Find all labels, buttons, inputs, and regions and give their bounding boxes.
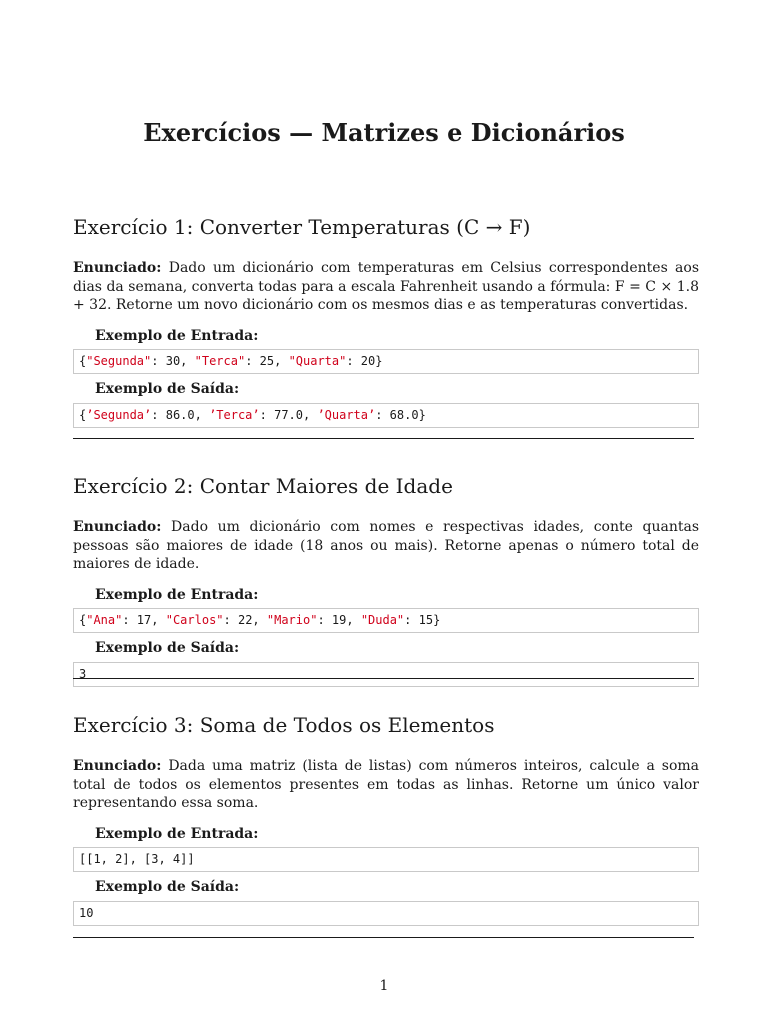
code-string-token: "Terca" [194, 353, 246, 368]
exercise-title: Exercício 2: Contar Maiores de Idade [73, 474, 453, 498]
output-code-box [73, 403, 699, 428]
section-divider [73, 937, 694, 938]
code-token: : 77.0, [259, 407, 318, 422]
code-token: : 68.0} [375, 407, 426, 422]
exercise-title: Exercício 1: Converter Temperaturas (C → F) [73, 215, 531, 239]
document-title: Exercícios — Matrizes e Dicionários [143, 118, 625, 147]
output-example-label: Exemplo de Saída: [95, 639, 240, 656]
code-string-token: "Mario" [266, 612, 318, 627]
exercise-statement [73, 518, 699, 574]
statement-text: Dado um dicionário com temperaturas em Celsius correspondentes aos dias da semana, converta todas para a escala Fahrenheit usando a fórmula: F = C × 1.8 + 32. Retorne um novo dicionário com os mesmos dias e as temperaturas convertidas. [73, 260, 700, 313]
code-string-token: ’Terca’ [209, 407, 260, 422]
code-token: [[1, 2], [3, 4]] [79, 851, 195, 866]
statement-text: Dado um dicionário com nomes e respectivas idades, conte quantas pessoas são maiores de idade (18 anos ou mais). Retorne apenas o número total de maiores de idade. [73, 519, 699, 572]
code-token: : 25, [245, 353, 289, 368]
code-token: 3 [79, 666, 87, 681]
input-example-label: Exemplo de Entrada: [95, 586, 259, 603]
output-code-box [73, 901, 699, 926]
code-token: : 86.0, [151, 407, 210, 422]
code-token: { [79, 612, 87, 627]
code-token: : 19, [317, 612, 361, 627]
output-code-box [73, 662, 699, 687]
exercise-2 [73, 472, 699, 687]
code-token: { [79, 353, 87, 368]
input-code-box [73, 608, 699, 633]
code-string-token: "Segunda" [86, 353, 152, 368]
statement-label: Enunciado: [73, 519, 162, 535]
code-token: { [79, 407, 87, 422]
exercise-statement [73, 259, 699, 315]
input-example-label: Exemplo de Entrada: [95, 327, 259, 344]
code-string-token: ’Quarta’ [317, 407, 376, 422]
code-token: 10 [79, 905, 94, 920]
code-string-token: "Ana" [86, 612, 123, 627]
exercise-title: Exercício 3: Soma de Todos os Elementos [73, 713, 495, 737]
input-code-box [73, 349, 699, 374]
code-token: : 15} [404, 612, 441, 627]
section-divider [73, 438, 694, 439]
statement-text: Dada uma matriz (lista de listas) com números inteiros, calcule a soma total de todos os elementos presentes em todas as linhas. Retorne um único valor representando essa soma. [73, 758, 700, 811]
code-token: : 20} [346, 353, 383, 368]
code-string-token: "Carlos" [165, 612, 224, 627]
input-code-box [73, 847, 699, 872]
exercise-3 [73, 711, 699, 926]
section-divider [73, 678, 694, 679]
code-token: : 22, [223, 612, 267, 627]
code-string-token: ’Segunda’ [86, 407, 152, 422]
code-string-token: "Quarta" [288, 353, 347, 368]
statement-label: Enunciado: [73, 260, 162, 276]
output-example-label: Exemplo de Saída: [95, 380, 240, 397]
code-token: : 30, [151, 353, 195, 368]
exercise-1 [73, 213, 699, 428]
output-example-label: Exemplo de Saída: [95, 878, 240, 895]
code-string-token: "Duda" [360, 612, 405, 627]
page-number: 1 [379, 978, 389, 994]
statement-label: Enunciado: [73, 758, 162, 774]
input-example-label: Exemplo de Entrada: [95, 825, 259, 842]
exercise-statement [73, 757, 699, 813]
code-token: : 17, [122, 612, 166, 627]
